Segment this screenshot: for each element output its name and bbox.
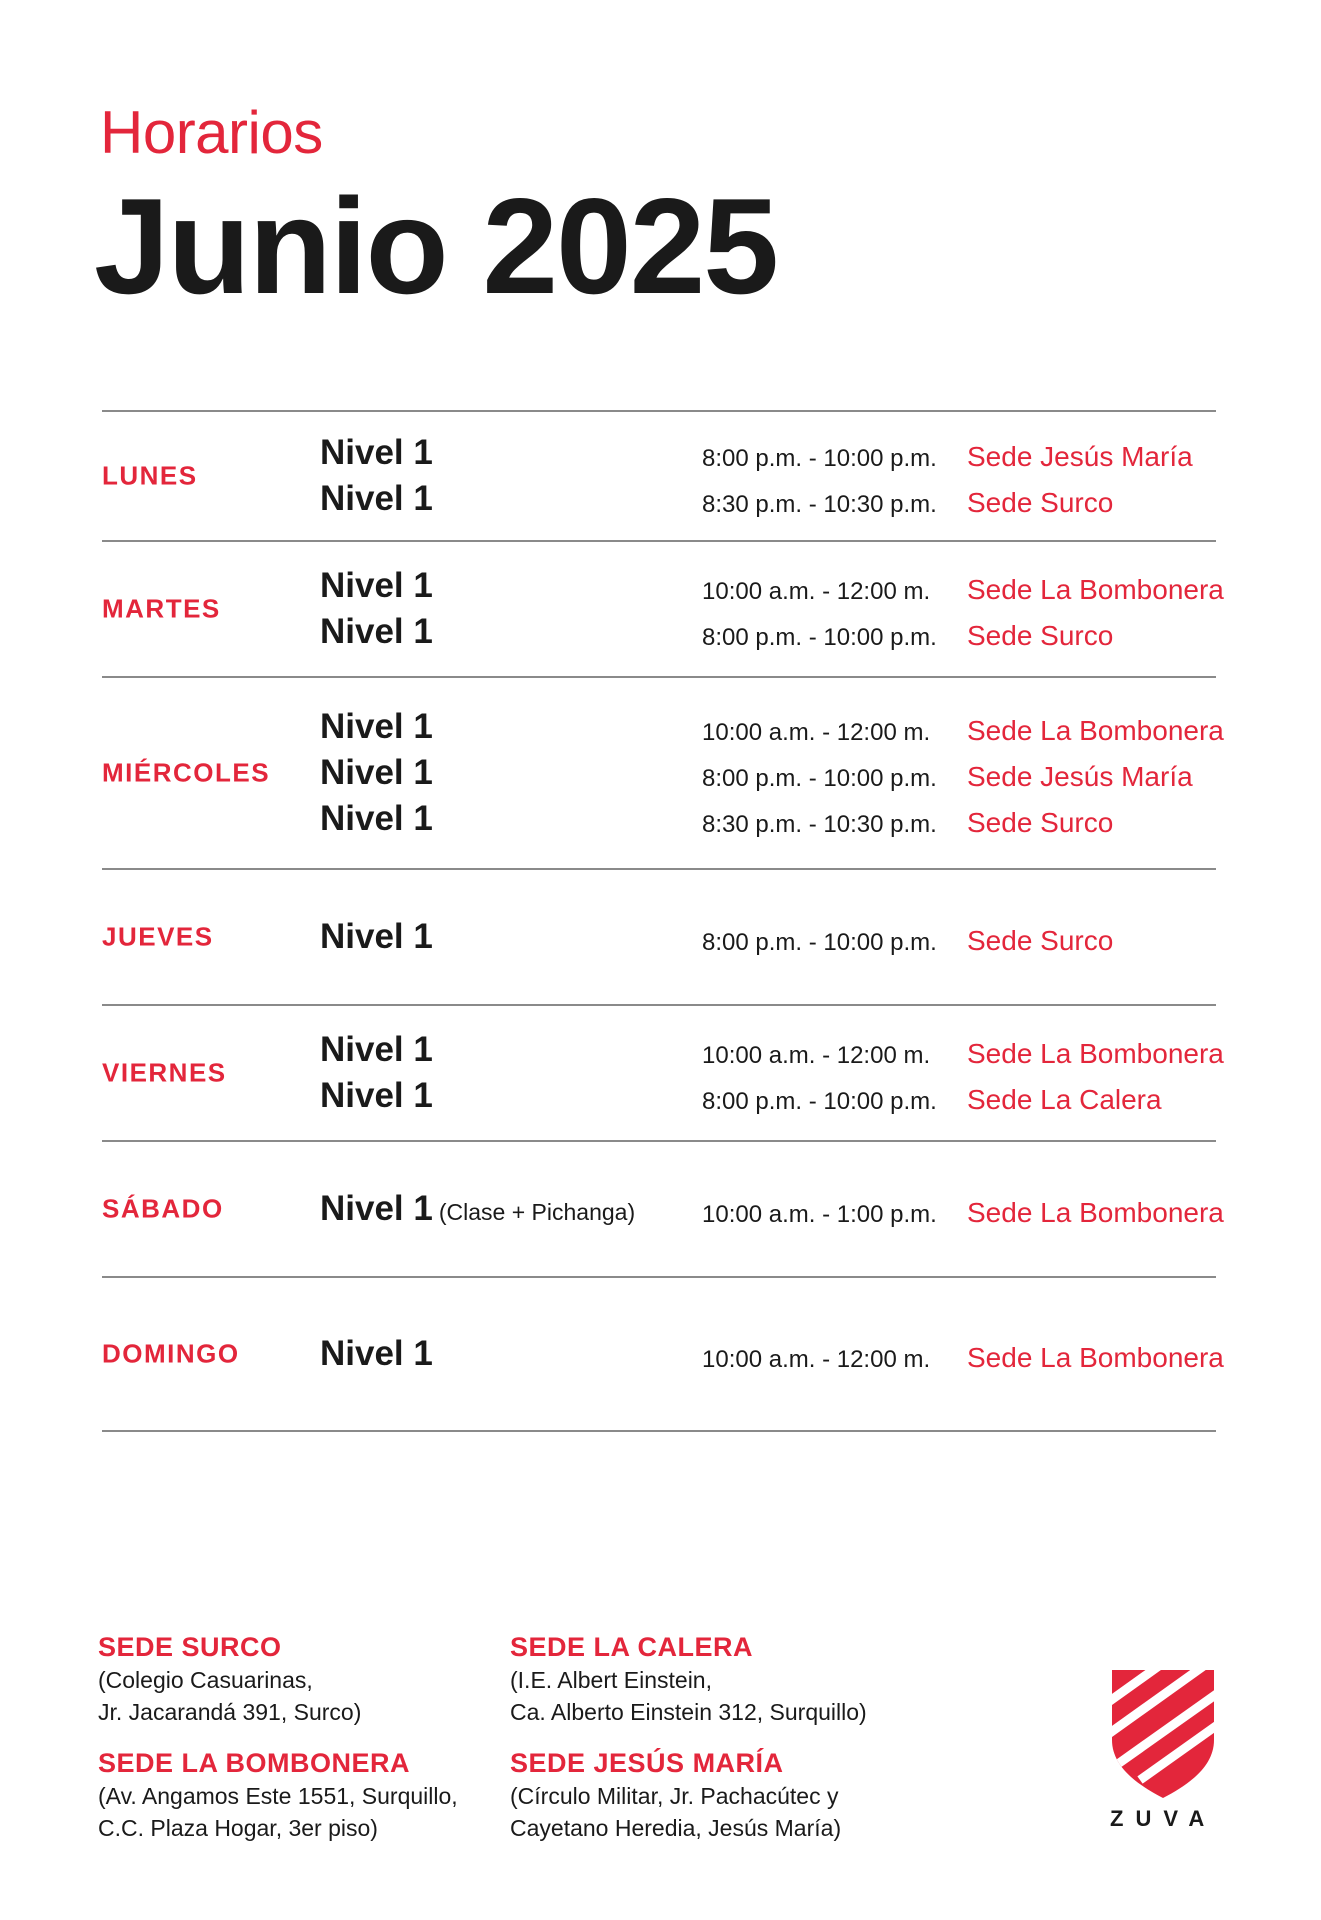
session-list	[102, 563, 1224, 655]
day-row	[102, 412, 1216, 542]
session-level	[320, 750, 433, 796]
session-sede: Sede La Bombonera	[967, 1197, 1224, 1228]
session-time: 10:00 a.m. - 12:00 m.	[702, 1346, 931, 1373]
session-row	[102, 1331, 1224, 1377]
session-level	[320, 704, 433, 750]
session-level	[320, 563, 433, 609]
day-row	[102, 1142, 1224, 1278]
session-sede: Sede Surco	[967, 925, 1114, 956]
session-level-text: Nivel 1	[320, 707, 433, 746]
address-sede-la-calera	[510, 1630, 990, 1728]
session-time: 8:30 p.m. - 10:30 p.m.	[702, 491, 937, 518]
session-level	[320, 430, 433, 476]
address-name: SEDE LA BOMBONERA	[98, 1748, 411, 1778]
session-time: 8:30 p.m. - 10:30 p.m.	[702, 811, 937, 838]
address-name: SEDE JESÚS MARÍA	[510, 1748, 784, 1778]
session-list	[102, 1027, 1224, 1119]
address-sede-surco	[98, 1630, 498, 1728]
zuva-logo	[1110, 1668, 1216, 1838]
day-label: VIERNES	[102, 1057, 227, 1088]
session-row	[102, 1073, 1216, 1119]
shield-stripes-icon	[1110, 1668, 1216, 1800]
session-time: 10:00 a.m. - 1:00 p.m.	[702, 1201, 937, 1228]
address-name: SEDE SURCO	[98, 1632, 282, 1662]
address-line: Jr. Jacarandá 391, Surco)	[98, 1699, 362, 1725]
day-label: SÁBADO	[102, 1193, 224, 1224]
session-level-text: Nivel 1	[320, 753, 433, 792]
day-label: LUNES	[102, 460, 198, 491]
session-row	[102, 704, 1224, 750]
address-footer	[98, 1630, 1228, 1860]
address-line: Cayetano Heredia, Jesús María)	[510, 1815, 842, 1841]
day-label: JUEVES	[102, 921, 214, 952]
address-sede-jesus-maria	[510, 1746, 990, 1844]
session-level-text: Nivel 1	[320, 1334, 433, 1373]
session-sede: Sede La Bombonera	[967, 715, 1224, 746]
session-level-text: Nivel 1	[320, 612, 433, 651]
session-row	[102, 1186, 1224, 1232]
session-level	[320, 476, 433, 522]
session-list	[102, 704, 1224, 842]
session-sede: Sede Jesús María	[967, 761, 1193, 792]
day-row	[102, 1278, 1224, 1432]
session-row	[102, 914, 1216, 960]
day-label: MARTES	[102, 593, 221, 624]
session-time: 10:00 a.m. - 12:00 m.	[702, 1042, 931, 1069]
day-row	[102, 870, 1216, 1006]
schedule-table	[102, 410, 1224, 1432]
logo-wordmark: ZUVA	[1110, 1806, 1217, 1831]
session-level-text: Nivel 1	[320, 433, 433, 472]
session-sede: Sede Surco	[967, 620, 1114, 651]
session-level-text: Nivel 1	[320, 799, 433, 838]
session-level	[320, 1331, 433, 1377]
day-label: MIÉRCOLES	[102, 757, 271, 788]
session-level-text: Nivel 1	[320, 1076, 433, 1115]
page-kicker: Horarios	[100, 99, 323, 166]
session-sede: Sede La Bombonera	[967, 574, 1224, 605]
session-list	[102, 914, 1216, 960]
session-time: 8:00 p.m. - 10:00 p.m.	[702, 1088, 937, 1115]
address-sede-la-bombonera	[98, 1746, 498, 1844]
session-sede: Sede Surco	[967, 807, 1114, 838]
address-line: (I.E. Albert Einstein,	[510, 1667, 712, 1693]
address-name: SEDE LA CALERA	[510, 1632, 754, 1662]
session-level-text: Nivel 1	[320, 566, 433, 605]
page-title: Junio 2025	[94, 170, 777, 322]
session-note: (Clase + Pichanga)	[438, 1199, 636, 1225]
day-row	[102, 542, 1224, 678]
session-level-text: Nivel 1	[320, 479, 433, 518]
session-sede: Sede Jesús María	[967, 441, 1193, 472]
session-level	[320, 1073, 433, 1119]
session-sede: Sede La Calera	[967, 1084, 1162, 1115]
session-row	[102, 796, 1216, 842]
address-line: (Círculo Militar, Jr. Pachacútec y	[510, 1783, 839, 1809]
session-row	[102, 750, 1216, 796]
session-time: 8:00 p.m. - 10:00 p.m.	[702, 445, 937, 472]
session-level-text: Nivel 1	[320, 1189, 433, 1228]
session-level	[320, 1027, 433, 1073]
address-line: (Av. Angamos Este 1551, Surquillo,	[98, 1783, 458, 1809]
address-line: Ca. Alberto Einstein 312, Surquillo)	[510, 1699, 867, 1725]
session-level	[320, 796, 433, 842]
session-time: 8:00 p.m. - 10:00 p.m.	[702, 624, 937, 651]
session-level	[320, 1186, 635, 1235]
session-level-text: Nivel 1	[320, 1030, 433, 1069]
session-sede: Sede Surco	[967, 487, 1114, 518]
address-line: (Colegio Casuarinas,	[98, 1667, 313, 1693]
session-sede: Sede La Bombonera	[967, 1038, 1224, 1069]
session-level-text: Nivel 1	[320, 917, 433, 956]
day-row	[102, 678, 1224, 870]
day-label: DOMINGO	[102, 1338, 240, 1369]
session-row	[102, 476, 1216, 522]
session-sede: Sede La Bombonera	[967, 1342, 1224, 1373]
session-time: 10:00 a.m. - 12:00 m.	[702, 719, 931, 746]
day-row	[102, 1006, 1224, 1142]
session-list	[102, 1331, 1224, 1377]
session-level	[320, 914, 433, 960]
session-time: 8:00 p.m. - 10:00 p.m.	[702, 765, 937, 792]
session-row	[102, 1027, 1224, 1073]
session-list	[102, 1186, 1224, 1232]
session-list	[102, 430, 1216, 522]
session-row	[102, 430, 1216, 476]
session-time: 8:00 p.m. - 10:00 p.m.	[702, 929, 937, 956]
session-level	[320, 609, 433, 655]
address-line: C.C. Plaza Hogar, 3er piso)	[98, 1815, 378, 1841]
session-time: 10:00 a.m. - 12:00 m.	[702, 578, 931, 605]
session-row	[102, 563, 1224, 609]
session-row	[102, 609, 1216, 655]
